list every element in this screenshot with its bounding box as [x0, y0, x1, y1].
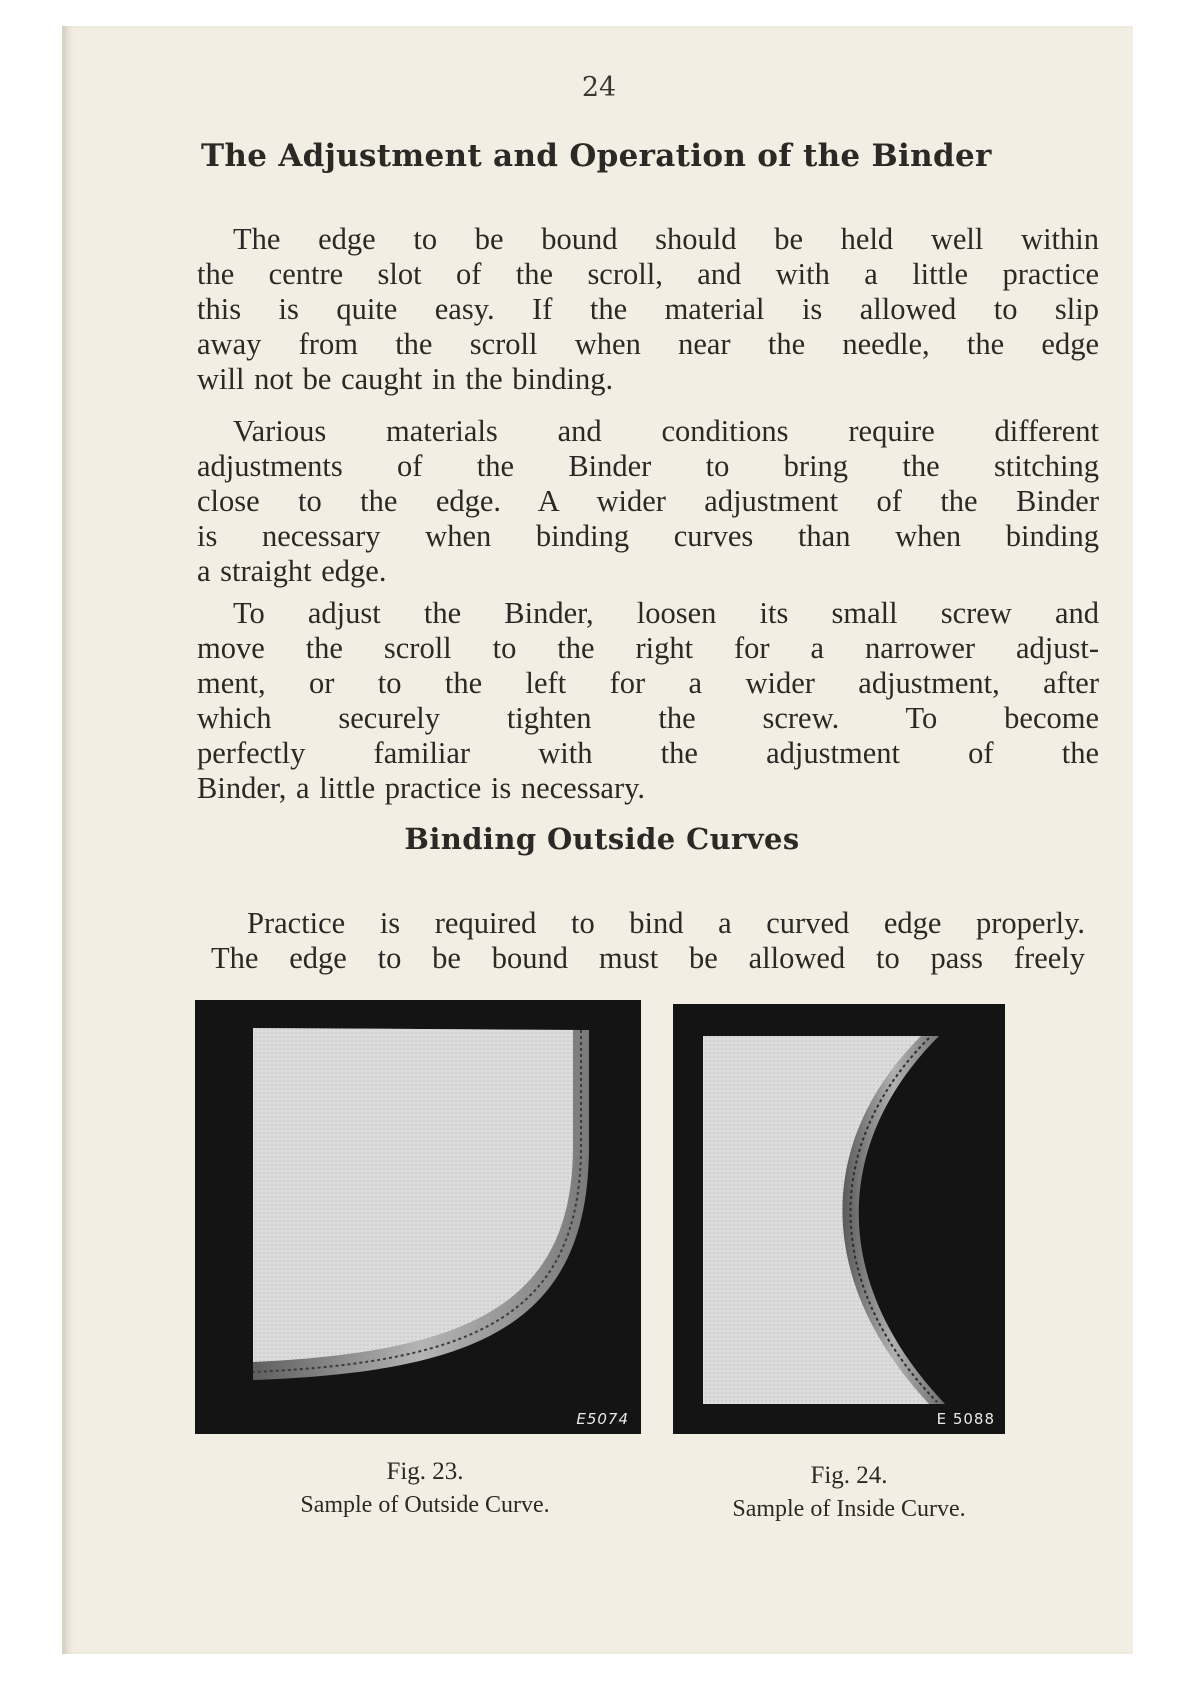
- paragraph-line: The edge to be bound must be allowed to pass freely: [211, 941, 1085, 975]
- book-page: [62, 26, 1133, 1654]
- paragraph-line: will not be caught in the binding.: [197, 362, 614, 396]
- paragraph-line: close to the edge. A wider adjustment of the Binder: [197, 484, 1099, 518]
- paragraph-line: this is quite easy. If the material is allowed to slip: [197, 292, 1099, 326]
- figure-caption-text: Sample of Outside Curve.: [300, 1492, 550, 1518]
- paragraph-4: [211, 906, 1085, 976]
- figure-label: Fig. 24.: [810, 1462, 888, 1489]
- paragraph-line: ment, or to the left for a wider adjustment, after: [197, 666, 1099, 700]
- paragraph-line: Various materials and conditions require different: [233, 414, 1099, 448]
- paragraph-line: The edge to be bound should be held well within: [233, 222, 1099, 256]
- plate-code-label: E5074: [576, 1410, 629, 1428]
- paragraph-line: Practice is required to bind a curved edge properly.: [247, 906, 1085, 940]
- paragraph-line: is necessary when binding curves than when binding: [197, 519, 1099, 553]
- figure-caption-text: Sample of Inside Curve.: [732, 1496, 966, 1522]
- paragraph-line: the centre slot of the scroll, and with a little practice: [197, 257, 1099, 291]
- figure-24-photo: [673, 1004, 1005, 1434]
- paragraph-1: [197, 222, 1099, 397]
- paragraph-2: [197, 414, 1099, 589]
- paragraph-line: perfectly familiar with the adjustment of the: [197, 736, 1099, 770]
- paragraph-line: away from the scroll when near the needle, the edge: [197, 327, 1099, 361]
- page-number: 24: [581, 72, 617, 103]
- paragraph-line: adjustments of the Binder to bring the stitching: [197, 449, 1099, 483]
- paragraph-3: [197, 596, 1099, 806]
- figure-23-caption: [255, 1456, 595, 1522]
- outside-curve-illustration: [195, 1000, 641, 1434]
- figure-23-photo: [195, 1000, 641, 1434]
- plate-code-label: E 5088: [936, 1410, 995, 1428]
- paragraph-line: Binder, a little practice is necessary.: [197, 771, 646, 805]
- inside-curve-illustration: [673, 1004, 1005, 1434]
- figure-label: Fig. 23.: [386, 1458, 464, 1485]
- subheading: Binding Outside Curves: [404, 822, 800, 856]
- section-heading: The Adjustment and Operation of the Binder: [201, 138, 992, 174]
- paragraph-line: move the scroll to the right for a narrower adjust-: [197, 631, 1099, 665]
- figure-24-caption: [683, 1460, 1015, 1526]
- paragraph-line: a straight edge.: [197, 554, 387, 588]
- paragraph-line: To adjust the Binder, loosen its small screw and: [233, 596, 1099, 630]
- paragraph-line: which securely tighten the screw. To become: [197, 701, 1099, 735]
